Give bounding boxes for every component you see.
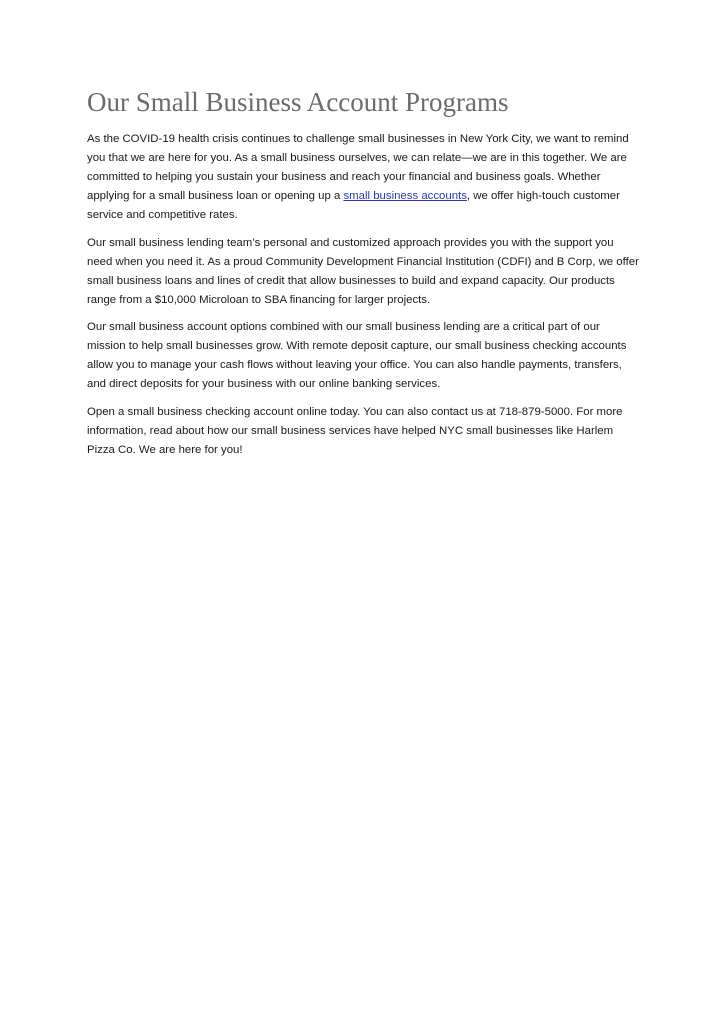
page-title: Our Small Business Account Programs (87, 87, 509, 117)
paragraph-contact: Open a small business checking account online today. You can also contact us at 718-879-5000. For more information, read about how our small business services have helped NYC small businesses like Harlem Pizza Co. We are here for you! (87, 405, 623, 456)
document-content (87, 84, 639, 468)
small-business-accounts-link[interactable]: small business accounts (343, 190, 467, 202)
paragraph-intro (87, 130, 639, 225)
paragraph-intro-text-before: As the COVID-19 health crisis continues to challenge small businesses in New York City, we want to remind you that we are here for you. As a small business ourselves, we can relate—we are in this together. We are committed to helping you sustain your business and reach your financial and business goals. Whether applying for a small business loan or opening up a (87, 133, 629, 202)
paragraph-accounts: Our small business account options combined with our small business lending are a critical part of our mission to help small businesses grow. With remote deposit capture, our small business checking accounts allow you to manage your cash flows without leaving your office. You can also handle payments, transfers, and direct deposits for your business with our online banking services. (87, 321, 627, 390)
paragraph-lending: Our small business lending team’s personal and customized approach provides you with the support you need when you need it. As a proud Community Development Financial Institution (CDFI) and B Corp, we offer small business loans and lines of credit that allow businesses to build and expand capacity. Our products range from a $10,000 Microloan to SBA financing for larger projects. (87, 236, 639, 306)
paragraph-intro-text-after: , we offer high-touch customer service and competitive rates. (87, 190, 620, 221)
